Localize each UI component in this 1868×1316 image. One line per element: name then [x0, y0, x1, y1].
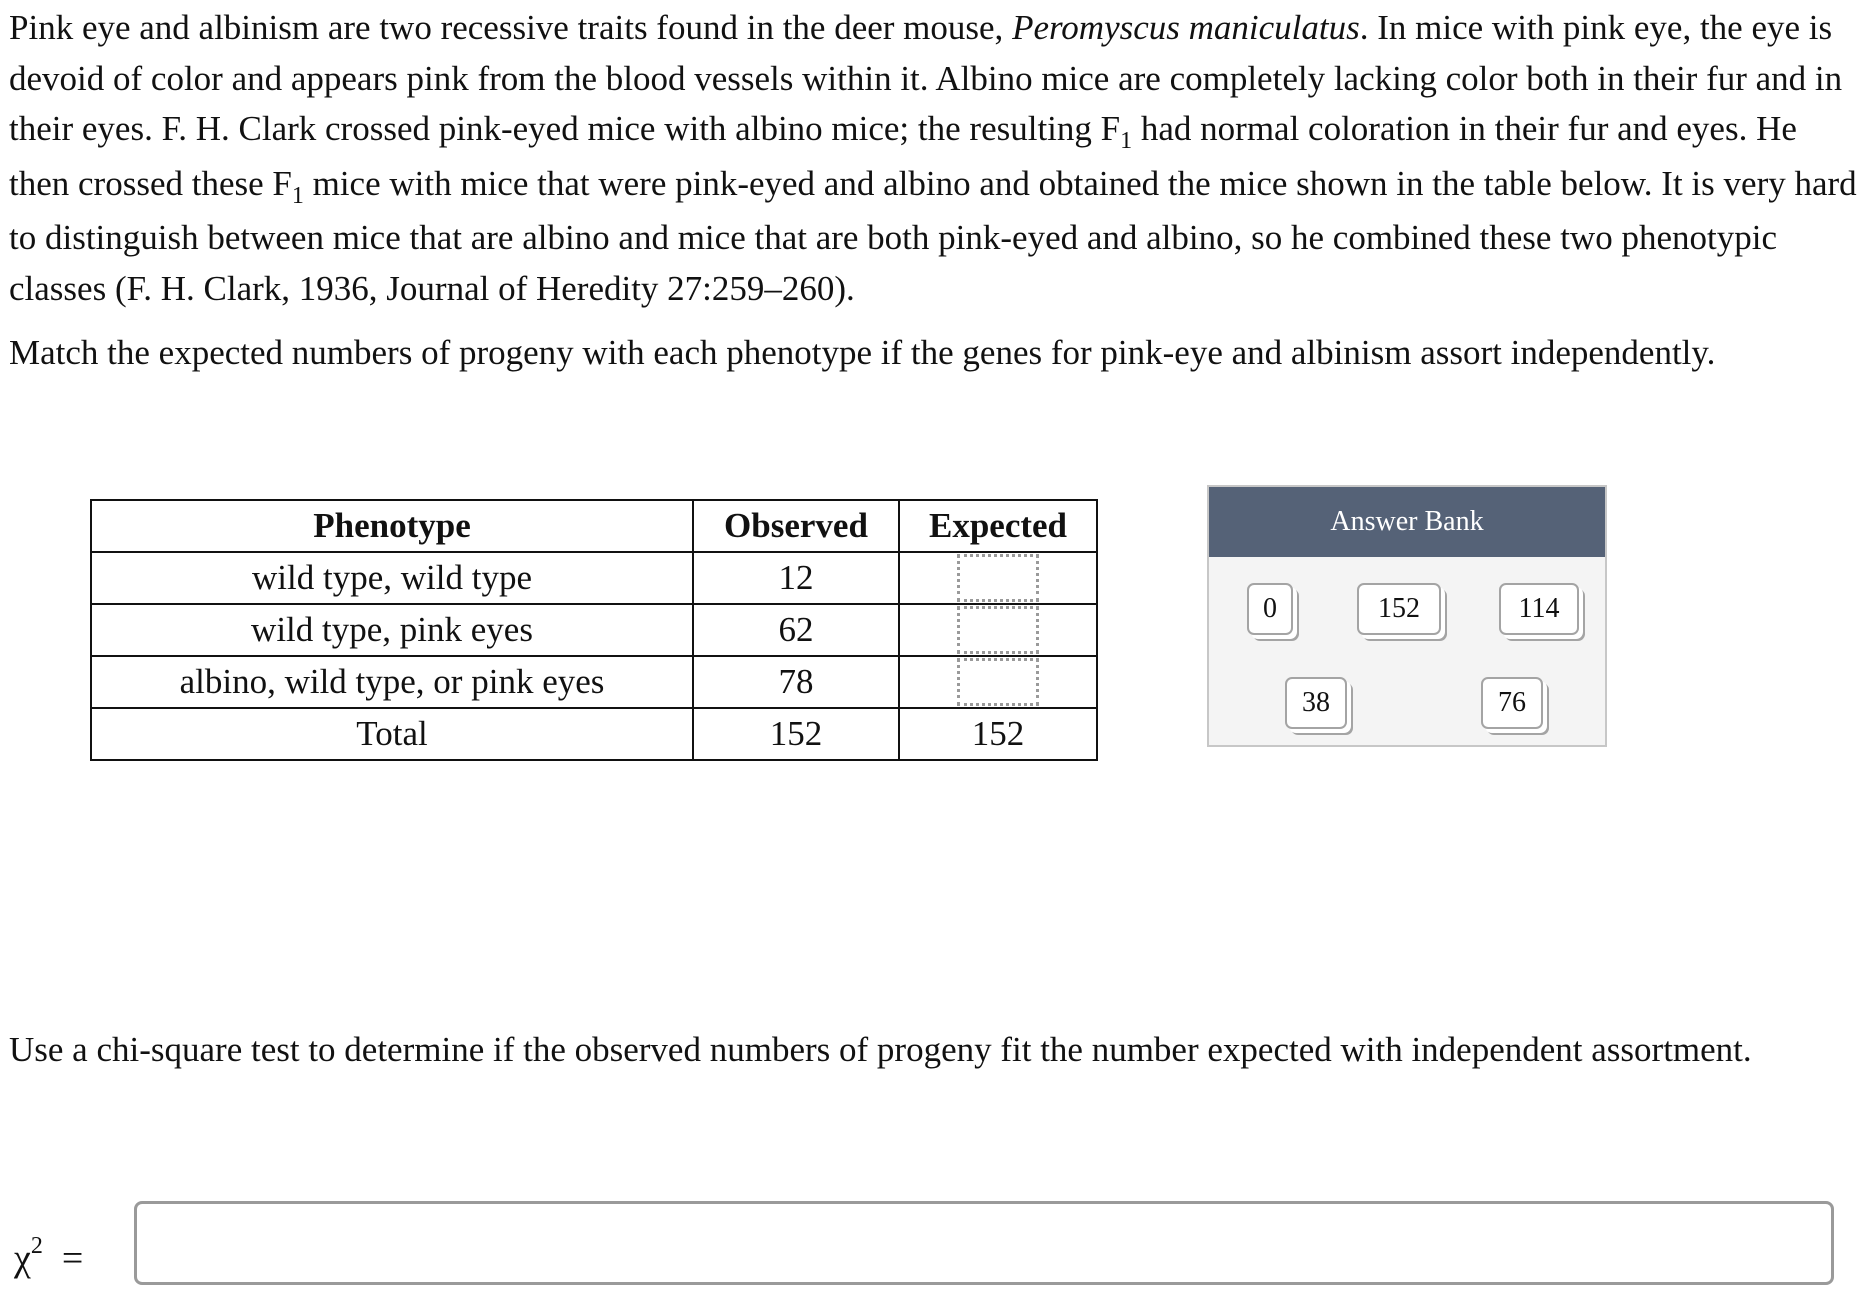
table-row [91, 656, 1097, 708]
f1-subscript: 1 [1120, 128, 1133, 154]
chi-square-prompt: Use a chi-square test to determine if the observed numbers of progeny fit the number expected with independent assortment. [9, 1030, 1752, 1069]
observed-cell: 62 [693, 604, 899, 656]
total-expected: 152 [899, 708, 1097, 760]
observed-cell: 12 [693, 552, 899, 604]
header-expected: Expected [899, 500, 1097, 552]
chi-square-input[interactable] [134, 1201, 1834, 1285]
species-name: Peromyscus maniculatus [1012, 8, 1360, 47]
phenotype-cell: albino, wild type, or pink eyes [91, 656, 693, 708]
total-label: Total [91, 708, 693, 760]
phenotype-cell: wild type, pink eyes [91, 604, 693, 656]
expected-cell [899, 656, 1097, 708]
expected-cell [899, 552, 1097, 604]
expected-drop-target[interactable] [957, 606, 1039, 654]
table-header-row [91, 500, 1097, 552]
equals-sign: = [61, 1237, 84, 1280]
answer-bank-title: Answer Bank [1209, 487, 1605, 557]
answer-chip[interactable]: 0 [1247, 583, 1293, 635]
answer-chip[interactable]: 38 [1285, 677, 1347, 729]
match-instruction: Match the expected numbers of progeny with each phenotype if the genes for pink-eye and albinism assort independently. [9, 333, 1716, 372]
table-row [91, 552, 1097, 604]
intro-paragraph [9, 3, 1859, 314]
intro-text-1: Pink eye and albinism are two recessive traits found in the deer mouse, [9, 8, 1013, 47]
phenotype-cell: wild type, wild type [91, 552, 693, 604]
answer-chip[interactable]: 152 [1357, 583, 1441, 635]
intro-text-2: . In mice with pink eye, the eye is devoid of color and appears pink from the blood vessels within it. Albino mice are completely lacking color both in their fur and in their eyes. F. H. Clark crossed pink-eyed mice with albino mice; the resulting F [9, 8, 1843, 148]
phenotype-table [90, 499, 1098, 761]
expected-drop-target[interactable] [957, 554, 1039, 602]
intro-text-4: mice with mice that were pink-eyed and albino and obtained the mice shown in the table below. It is very hard to distinguish between mice that are albino and mice that are both pink-eyed and albino, so he combined these two phenotypic classes (F. H. Clark, 1936, Journal of Heredity 27:259–260). [9, 163, 1857, 308]
chi-square-label [14, 1225, 83, 1284]
chi-symbol: χ [14, 1237, 31, 1280]
intro-text-3: had normal coloration in their fur and eyes. He then crossed these F [9, 109, 1797, 203]
expected-drop-target[interactable] [957, 658, 1039, 706]
f1-subscript: 1 [291, 182, 304, 209]
chi-exponent: 2 [30, 1233, 43, 1259]
table-row [91, 604, 1097, 656]
header-phenotype: Phenotype [91, 500, 693, 552]
expected-cell [899, 604, 1097, 656]
table-total-row [91, 708, 1097, 760]
total-observed: 152 [693, 708, 899, 760]
answer-chip[interactable]: 76 [1481, 677, 1543, 729]
header-observed: Observed [693, 500, 899, 552]
answer-bank [1207, 485, 1607, 747]
answer-chip[interactable]: 114 [1499, 583, 1579, 635]
observed-cell: 78 [693, 656, 899, 708]
